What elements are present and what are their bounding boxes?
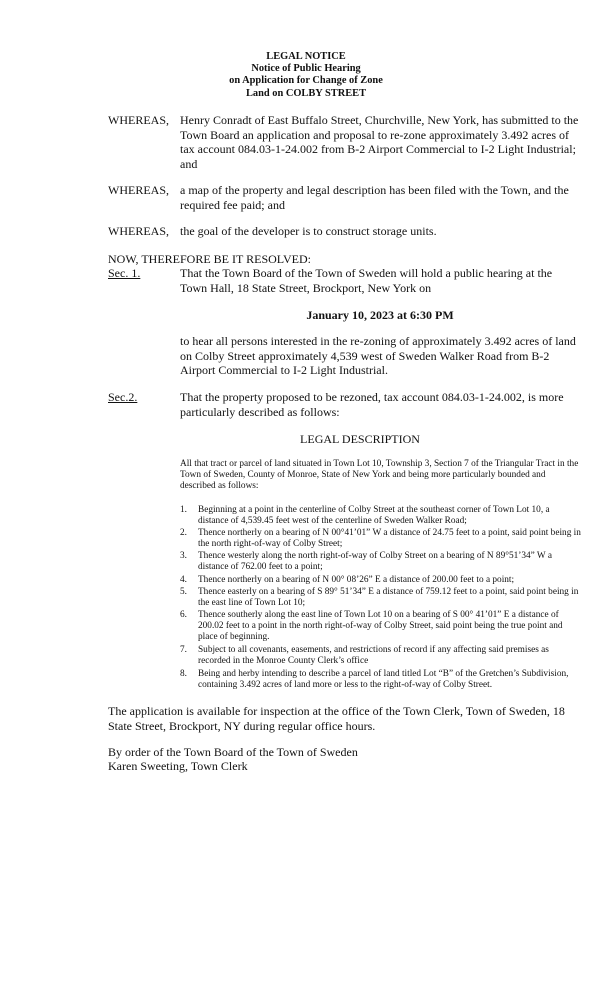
list-item-number: 7. xyxy=(180,645,187,655)
list-item: Thence northerly on a bearing of N 00°41’01” W a distance of 24.75 feet to a point, said point being in the north right-of-way of Colby Street; xyxy=(198,528,581,549)
list-item: Being and herby intending to describe a parcel of land titled Lot “B” of the Gretchen’s Subdivision, containing 3.492 acres of land more or less to the right-of-way of Colby Street. xyxy=(198,669,569,690)
legal-description-intro: All that tract or parcel of land situated in Town Lot 10, Township 3, Section 7 of the Triangular Tract in the Town of Sweden, County of Monroe, State of New York and being more particularly bounded and described as follows: xyxy=(180,459,579,491)
section-2-label: Sec.2. xyxy=(108,390,138,404)
signoff-clerk: Karen Sweeting, Town Clerk xyxy=(108,759,248,773)
list-item-number: 8. xyxy=(180,669,187,679)
hearing-date: January 10, 2023 at 6:30 PM xyxy=(306,308,454,322)
notice-subtitle-2: on Application for Change of Zone xyxy=(229,75,383,87)
notice-subtitle-3: Land on COLBY STREET xyxy=(245,87,367,99)
section-2-text: That the property proposed to be rezoned, tax account 084.03-1-24.002, is more particularly described as follows: xyxy=(180,390,564,419)
list-item: Thence southerly along the east line of Town Lot 10 on a bearing of S 00° 41’01” E a distance of 200.02 feet to a point in the north right-of-way of Colby Street, said point being the true point and place of beginning. xyxy=(198,610,563,642)
list-item: Thence northerly on a bearing of N 00° 08’26” E a distance of 200.00 feet to a point; xyxy=(198,575,515,585)
list-item-number: 5. xyxy=(180,587,187,597)
notice-title: LEGAL NOTICE xyxy=(266,51,346,62)
whereas-text: a map of the property and legal description has been filed with the Town, and the required fee paid; and xyxy=(180,183,569,212)
section-1-text: That the Town Board of the Town of Sweden will hold a public hearing at the Town Hall, 18 State Street, Brockport, New York on xyxy=(180,266,553,295)
whereas-label: WHEREAS, xyxy=(108,113,169,127)
resolved-heading: NOW, THEREFORE BE IT RESOLVED: xyxy=(108,252,312,266)
list-item-number: 1. xyxy=(180,505,187,515)
notice-subtitle: Notice of Public Hearing xyxy=(251,63,361,75)
whereas-text: Henry Conradt of East Buffalo Street, Churchville, New York, has submitted to the Town Board an application and proposal to re-zone approximately 3.492 acres of tax account 084.03-1-24.002 from B-2 Airport Commercial to I-2 Light Industrial; and xyxy=(180,113,579,171)
whereas-text: the goal of the developer is to construct storage units. xyxy=(180,224,437,238)
list-item-number: 6. xyxy=(180,610,187,620)
list-item: Beginning at a point in the centerline of Colby Street at the southeast corner of Town Lot 10, a distance of 4,539.45 feet west of the centerline of Sweden Walker Road; xyxy=(198,505,550,526)
inspection-notice: The application is available for inspection at the office of the Town Clerk, Town of Sweden, 18 State Street, Brockport, NY during regular office hours. xyxy=(108,704,565,733)
list-item-number: 4. xyxy=(180,575,187,585)
signoff-order: By order of the Town Board of the Town of Sweden xyxy=(108,745,358,759)
section-1-label: Sec. 1. xyxy=(108,266,141,280)
section-1-purpose: to hear all persons interested in the re-zoning of approximately 3.492 acres of land on Colby Street approximately 4,539 west of Sweden Walker Road from B-2 Airport Commercial to I-2 Light Industrial. xyxy=(180,334,576,377)
list-item-number: 2. xyxy=(180,528,187,538)
list-item-number: 3. xyxy=(180,551,187,561)
whereas-label: WHEREAS, xyxy=(108,224,169,238)
whereas-label: WHEREAS, xyxy=(108,183,169,197)
legal-description-title: LEGAL DESCRIPTION xyxy=(300,432,420,446)
list-item: Thence westerly along the north right-of-way of Colby Street on a bearing of N 89°51’34” W a distance of 762.00 feet to a point; xyxy=(198,551,552,572)
notice-header xyxy=(0,51,612,100)
list-item: Subject to all covenants, easements, and restrictions of record if any affecting said premises as recorded in the Monroe County Clerk’s office xyxy=(198,645,549,666)
list-item: Thence easterly on a bearing of S 89° 51’34” E a distance of 759.12 feet to a point, said point being in the east line of Town Lot 10; xyxy=(198,587,579,608)
